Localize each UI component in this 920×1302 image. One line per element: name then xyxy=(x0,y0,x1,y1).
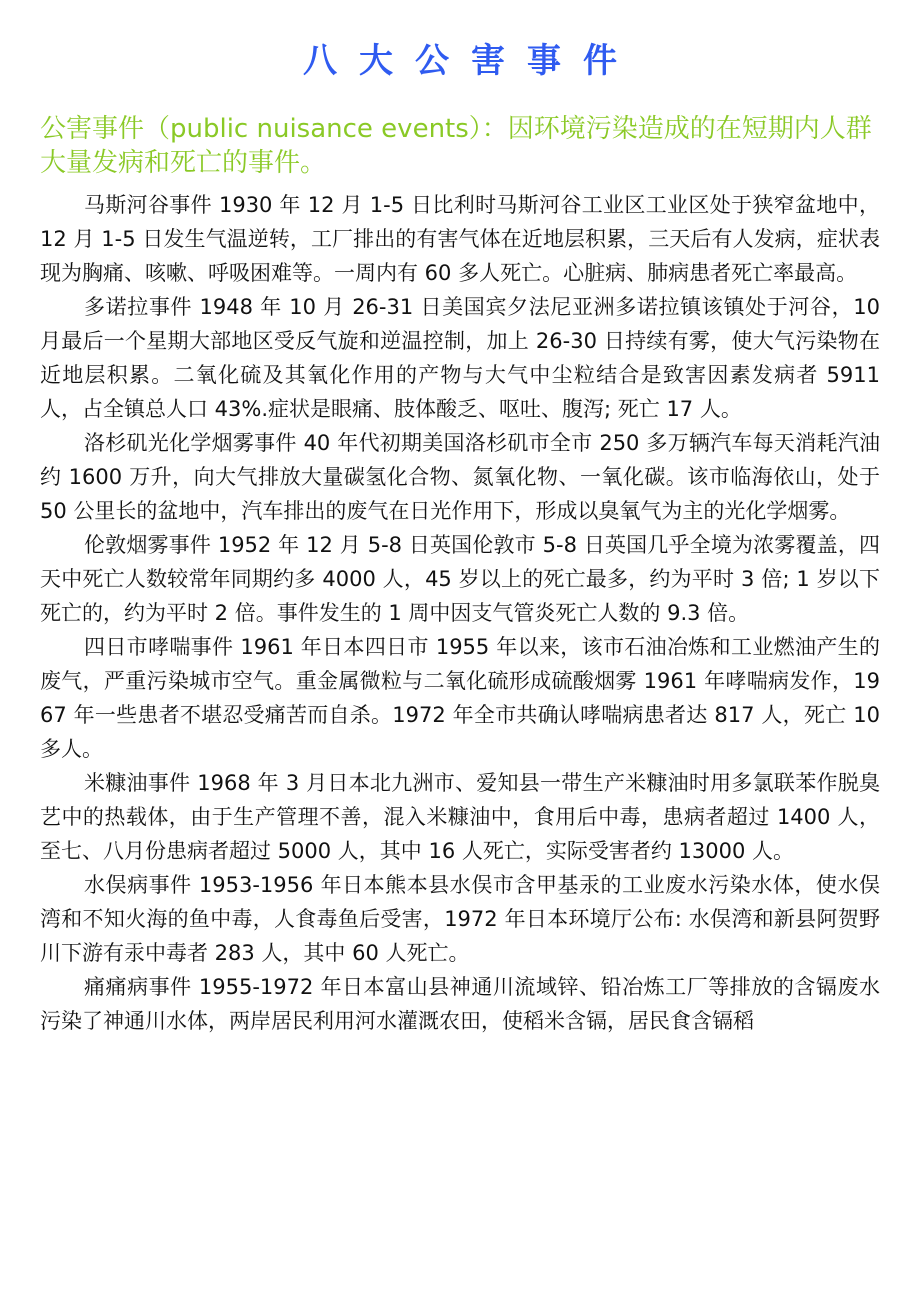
event-paragraph-los-angeles-smog: 洛杉矶光化学烟雾事件 40 年代初期美国洛杉矶市全市 250 多万辆汽车每天消耗汽油约 1600 万升，向大气排放大量碳氢化合物、氮氧化物、一氧化碳。该市临海依山，处于 50 公里长的盆地中，汽车排出的废气在日光作用下，形成以臭氧气为主的光化学烟雾。 xyxy=(40,431,880,523)
event-paragraph-london-smog: 伦敦烟雾事件 1952 年 12 月 5-8 日英国伦敦市 5-8 日英国几乎全境为浓雾覆盖，四天中死亡人数较常年同期约多 4000 人，45 岁以上的死亡最多，约为平时 3 倍; 1 岁以下死亡的，约为平时 2 倍。事件发生的 1 周中因支气管炎死亡人数的 9.3 倍。 xyxy=(40,533,880,625)
events-list xyxy=(40,188,880,1038)
event-paragraph-rice-bran-oil: 米糠油事件 1968 年 3 月日本北九洲市、爱知县一带生产米糠油时用多氯联苯作脱臭艺中的热载体，由于生产管理不善，混入米糠油中，食用后中毒，患病者超过 1400 人，至七、八月份患病者超过 5000 人，其中 16 人死亡，实际受害者约 13000 人。 xyxy=(40,771,880,863)
event-paragraph-minamata: 水俣病事件 1953-1956 年日本熊本县水俣市含甲基汞的工业废水污染水体，使水俣湾和不知火海的鱼中毒，人食毒鱼后受害，1972 年日本环境厅公布: 水俣湾和新县阿贺野川下游有汞中毒者 283 人，其中 60 人死亡。 xyxy=(40,873,880,965)
page-title: 八大公害事件 xyxy=(303,41,639,81)
event-paragraph-meuse-valley: 马斯河谷事件 1930 年 12 月 1-5 日比利时马斯河谷工业区工业区处于狭窄盆地中，12 月 1-5 日发生气温逆转，工厂排出的有害气体在近地层积累，三天后有人发病，症状表现为胸痛、咳嗽、呼吸困难等。一周内有 60 多人死亡。心脏病、肺病患者死亡率最高。 xyxy=(40,193,880,285)
event-paragraph-donora: 多诺拉事件 1948 年 10 月 26-31 日美国宾夕法尼亚洲多诺拉镇该镇处于河谷，10 月最后一个星期大部地区受反气旋和逆温控制，加上 26-30 日持续有雾，使大气污染物在近地层积累。二氧化硫及其氧化作用的产物与大气中尘粒结合是致害因素发病者 5911 人，占全镇总人口 43%.症状是眼痛、肢体酸乏、呕吐、腹泻; 死亡 17 人。 xyxy=(40,295,880,421)
event-paragraph-yokkaichi-asthma: 四日市哮喘事件 1961 年日本四日市 1955 年以来，该市石油冶炼和工业燃油产生的废气，严重污染城市空气。重金属微粒与二氧化硫形成硫酸烟雾 1961 年哮喘病发作，1967 年一些患者不堪忍受痛苦而自杀。1972 年全市共确认哮喘病患者达 817 人，死亡 10 多人。 xyxy=(40,635,880,761)
event-paragraph-itai-itai: 痛痛病事件 1955-1972 年日本富山县神通川流域锌、铅冶炼工厂等排放的含镉废水污染了神通川水体，两岸居民利用河水灌溉农田，使稻米含镉，居民食含镉稻 xyxy=(40,975,880,1033)
definition-paragraph: 公害事件（public nuisance events）：因环境污染造成的在短期内人群大量发病和死亡的事件。 xyxy=(40,114,872,178)
